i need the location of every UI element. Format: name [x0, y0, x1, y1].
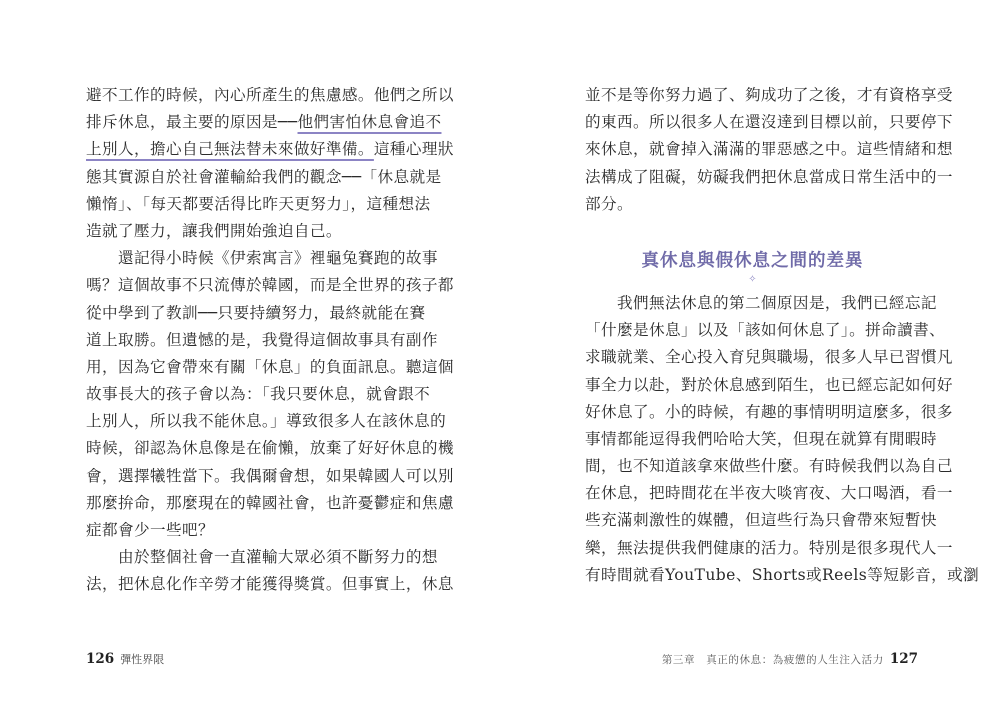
text-line: 懶惰」、「每天都要活得比昨天更努力」，這種想法	[86, 194, 431, 213]
right-footer	[662, 651, 918, 667]
text-line: 好休息了。小的時候，有趣的事情明明這麼多，很多	[585, 402, 953, 421]
text-line: 排斥休息，最主要的原因是──他們害怕休息會追不	[86, 113, 442, 132]
text-line: 還記得小時候《伊索寓言》裡龜兔賽跑的故事	[86, 249, 438, 268]
left-footer	[86, 651, 164, 667]
text-line: 部分。	[585, 194, 633, 213]
text-line: 事全力以赴，對於休息感到陌生，也已經忘記如何好	[585, 375, 953, 394]
text-line: 有時間就看YouTube、Shorts或Reels等短影音，或瀏	[585, 565, 980, 584]
text-line: 並不是等你努力過了、夠成功了之後，才有資格享受	[585, 86, 953, 104]
text-line: 我們無法休息的第二個原因是，我們已經忘記	[585, 293, 937, 312]
text-line: 從中學到了教訓──只要持續努力，最終就能在賽	[86, 303, 426, 322]
text-line: 上別人，擔心自己無法替未來做好準備。這種心理狀	[86, 140, 454, 159]
highlighted-text: 他們害怕休息會追不	[297, 113, 442, 132]
text-line: 「什麼是休息」以及「該如何休息了」。拼命讀書、	[585, 321, 946, 340]
text-line: 那麼拚命，那麼現在的韓國社會，也許憂鬱症和焦慮	[86, 493, 454, 512]
page-number: 127	[889, 651, 918, 667]
text-line: 嗎？這個故事不只流傳於韓國，而是全世界的孩子都	[86, 276, 454, 295]
text-line: 道上取勝。但遺憾的是，我覺得這個故事具有副作	[86, 330, 438, 349]
text-line: 的東西。所以很多人在還沒達到目標以前，只要停下	[585, 113, 953, 132]
text-line: 間，也不知道該拿來做些什麼。有時候我們以為自己	[585, 457, 953, 476]
text-line: 上別人，所以我不能休息。」導致很多人在該休息的	[86, 412, 447, 431]
text-line: 造就了壓力，讓我們開始強迫自己。	[86, 221, 342, 240]
text-line: 些充滿刺激性的媒體，但這些行為只會帶來短暫快	[585, 511, 937, 530]
text-line: 來休息，就會掉入滿滿的罪惡感之中。這些情緒和想	[585, 140, 953, 159]
text-line: 用，因為它會帶來有關「休息」的負面訊息。聽這個	[86, 357, 454, 376]
section-heading: 真休息與假休息之間的差異	[641, 250, 864, 271]
text-line: 求職就業、全心投入育兒與職場，很多人早已習慣凡	[585, 348, 953, 367]
book-title: 彈性界限	[120, 653, 165, 666]
ornament-icon: ✧	[748, 273, 757, 285]
text-line: 在休息，把時間花在半夜大啖宵夜、大口喝酒，看一	[585, 484, 953, 503]
text-line: 樂，無法提供我們健康的活力。特別是很多現代人一	[585, 538, 953, 557]
text-line: 症都會少一些吧？	[86, 521, 214, 539]
text-line: 法構成了阻礙，妨礙我們把休息當成日常生活中的一	[585, 167, 953, 186]
highlighted-text: 上別人，擔心自己無法替未來做好準備。	[86, 140, 374, 159]
text-line: 故事長大的孩子會以為：「我只要休息，就會跟不	[86, 385, 431, 404]
right-page	[585, 82, 980, 589]
page-number: 126	[86, 651, 115, 667]
text-line: 態其實源自於社會灌輸給我們的觀念──「休息就是	[86, 167, 442, 186]
chapter-title: 第三章 真正的休息：為疲憊的人生注入活力	[661, 654, 884, 666]
text-line: 由於整個社會一直灌輸大眾必須不斷努力的想	[86, 548, 438, 567]
left-page	[86, 82, 454, 599]
text-line: 事情都能逗得我們哈哈大笑，但現在就算有閒暇時	[585, 429, 937, 448]
text-line: 避不工作的時候，內心所產生的焦慮感。他們之所以	[86, 86, 454, 104]
text-line: 時候，卻認為休息像是在偷懶，放棄了好好休息的機	[86, 439, 454, 458]
text-line: 法，把休息化作辛勞才能獲得獎賞。但事實上，休息	[86, 575, 454, 594]
text-line: 會，選擇犧牲當下。我偶爾會想，如果韓國人可以別	[86, 466, 454, 485]
